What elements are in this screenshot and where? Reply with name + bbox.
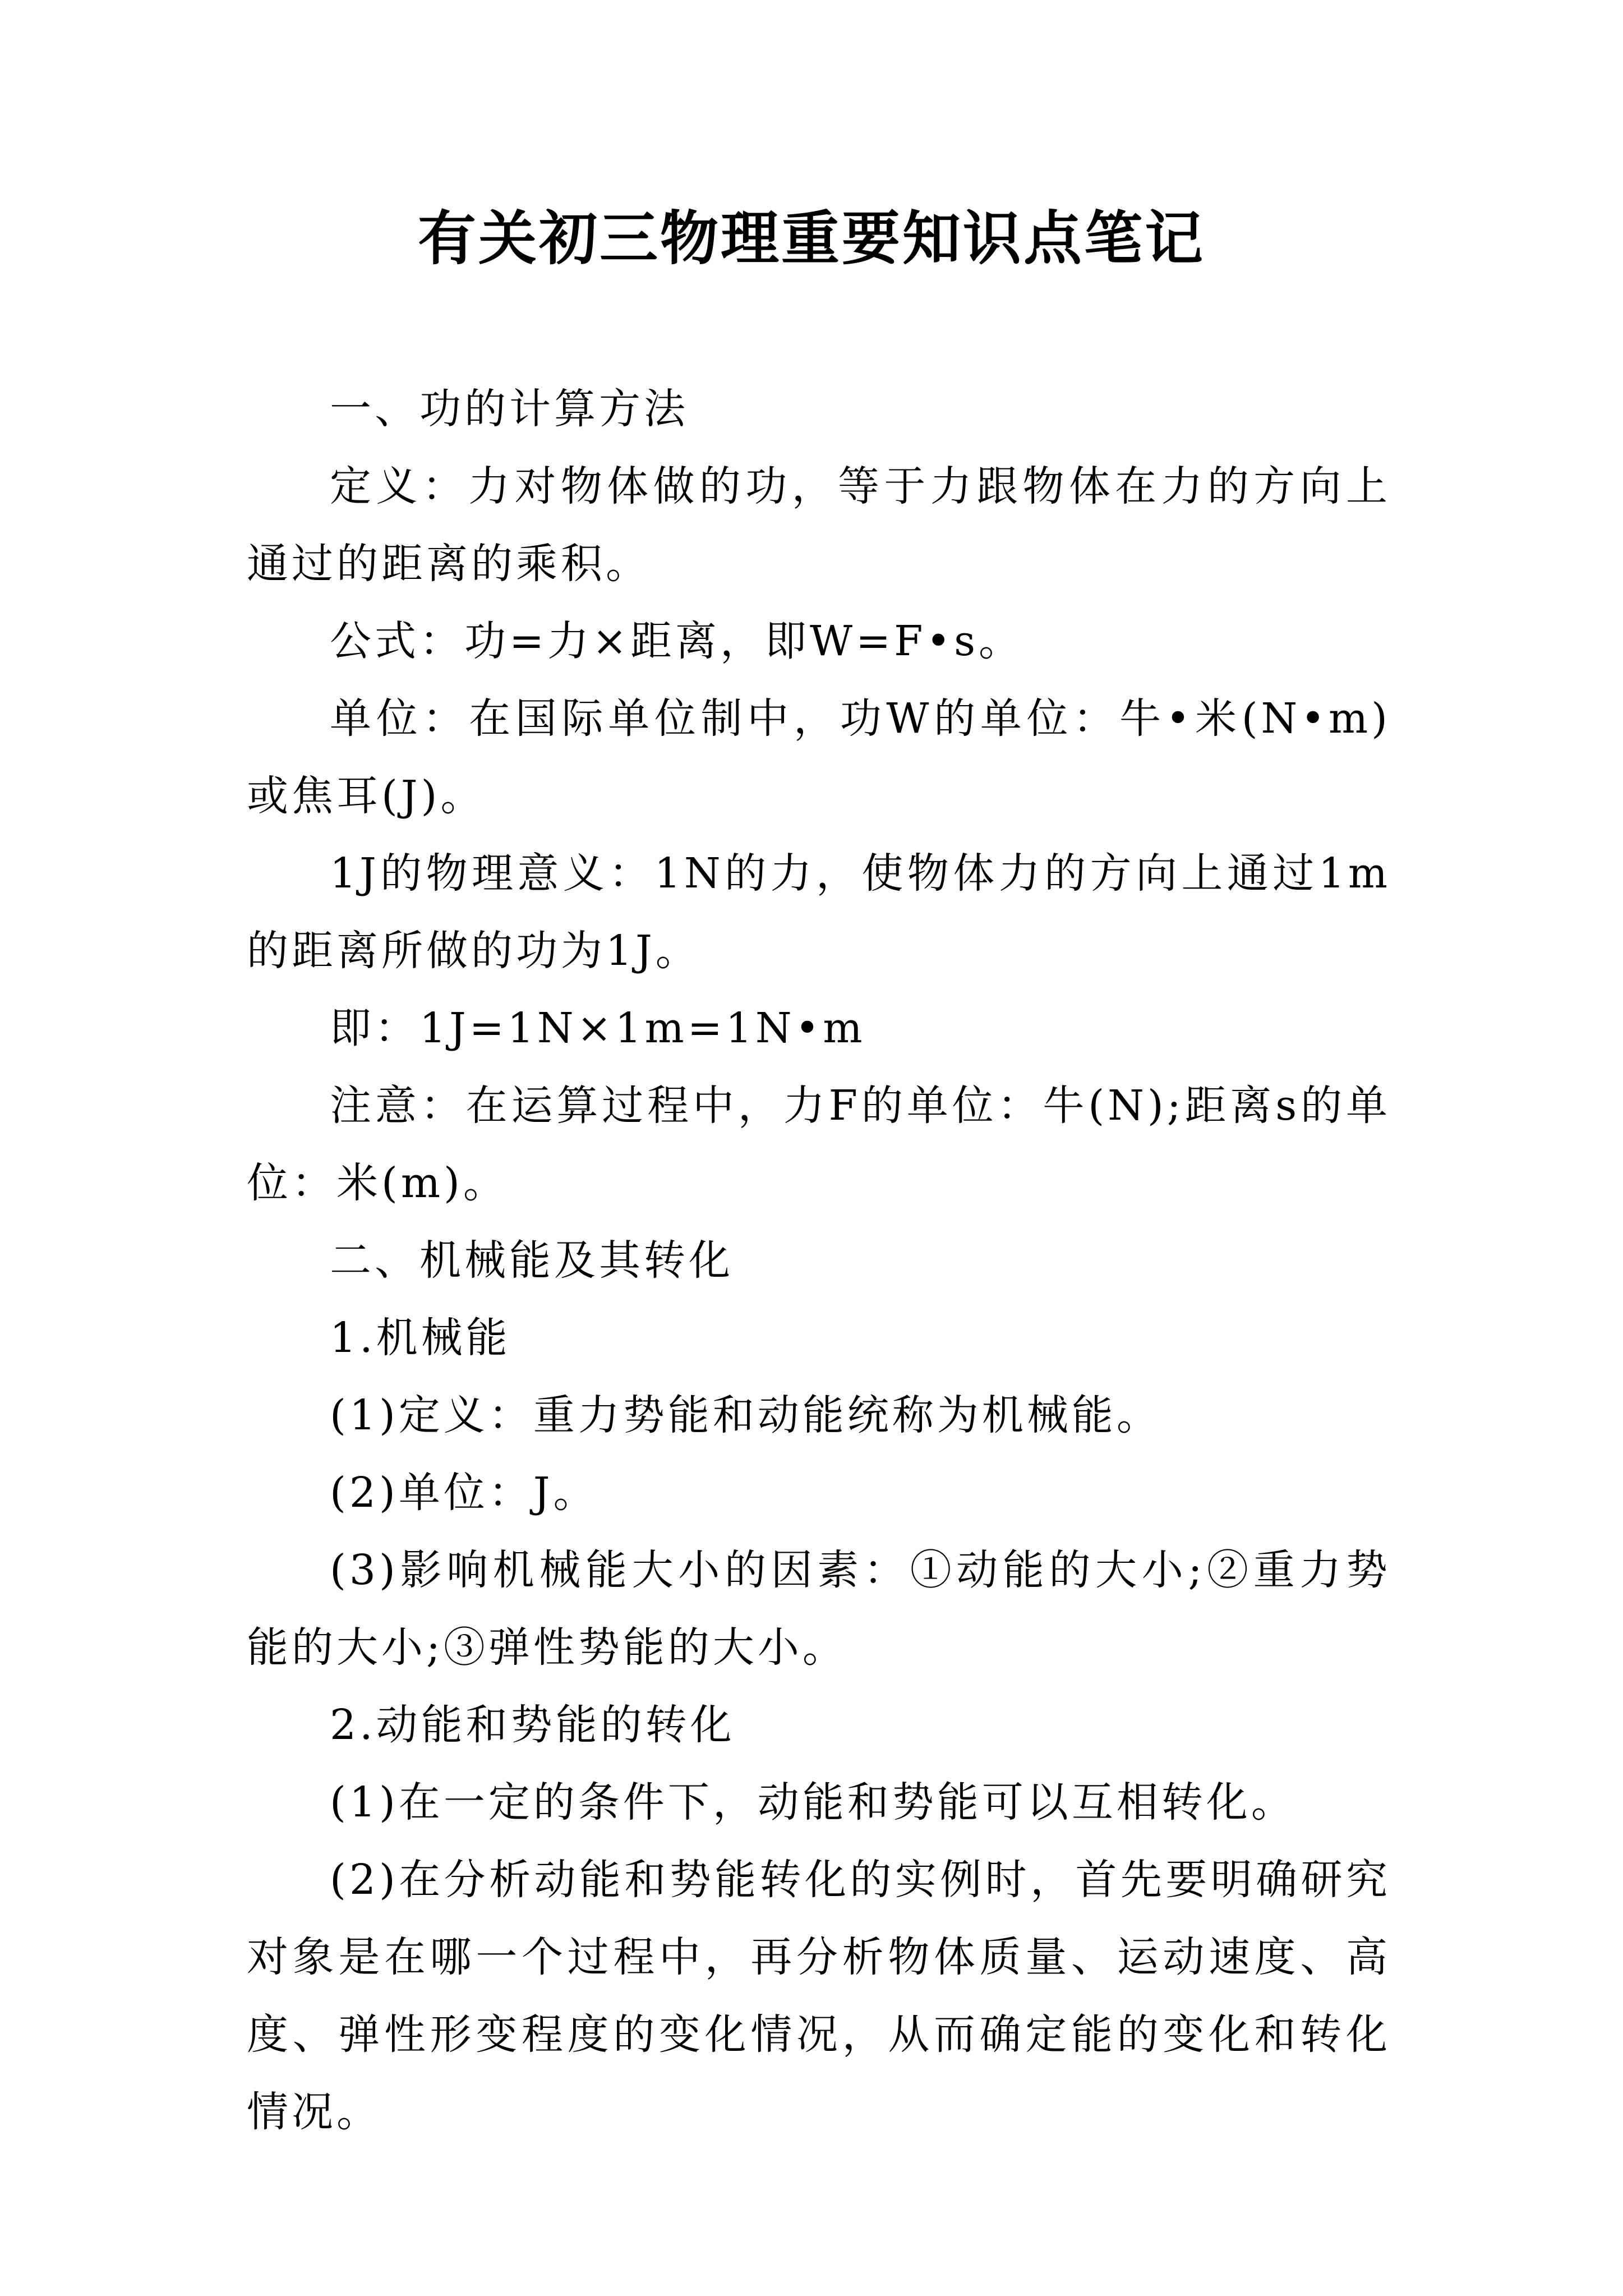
list-item-factors: (3)影响机械能大小的因素：①动能的大小;②重力势能的大小;③弹性势能的大小。 bbox=[247, 1546, 1391, 1672]
subheading-energy-conversion: 2.动能和势能的转化 bbox=[330, 1701, 735, 1749]
paragraph-formula: 公式：功=力×距离，即W=F•s。 bbox=[330, 617, 1024, 665]
subheading-mechanical-energy: 1.机械能 bbox=[330, 1314, 511, 1362]
list-item-analysis: (2)在分析动能和势能转化的实例时，首先要明确研究对象是在哪一个过程中，再分析物体质量、运动速度、高度、弹性形变程度的变化情况，从而确定能的变化和转化情况。 bbox=[247, 1856, 1391, 2136]
document-title: 有关初三物理重要知识点笔记 bbox=[417, 204, 1205, 273]
list-item-unit: (2)单位：J。 bbox=[330, 1469, 598, 1517]
paragraph-unit: 单位：在国际单位制中，功W的单位：牛•米(N•m)或焦耳(J)。 bbox=[247, 694, 1391, 820]
paragraph-joule-meaning: 1J的物理意义：1N的力，使物体力的方向上通过1m的距离所做的功为1J。 bbox=[247, 849, 1391, 975]
section-heading-mechanical-energy: 二、机械能及其转化 bbox=[330, 1236, 734, 1285]
paragraph-note: 注意：在运算过程中，力F的单位：牛(N);距离s的单位：米(m)。 bbox=[247, 1082, 1391, 1207]
document-body bbox=[247, 370, 1391, 2151]
list-item-conversion: (1)在一定的条件下，动能和势能可以互相转化。 bbox=[330, 1778, 1296, 1826]
section-heading-work: 一、功的计算方法 bbox=[330, 385, 689, 433]
paragraph-definition: 定义：力对物体做的功，等于力跟物体在力的方向上通过的距离的乘积。 bbox=[247, 462, 1391, 588]
list-item-definition: (1)定义：重力势能和动能统称为机械能。 bbox=[330, 1391, 1161, 1439]
paragraph-joule-equation: 即：1J=1N×1m=1N•m bbox=[330, 1004, 866, 1052]
